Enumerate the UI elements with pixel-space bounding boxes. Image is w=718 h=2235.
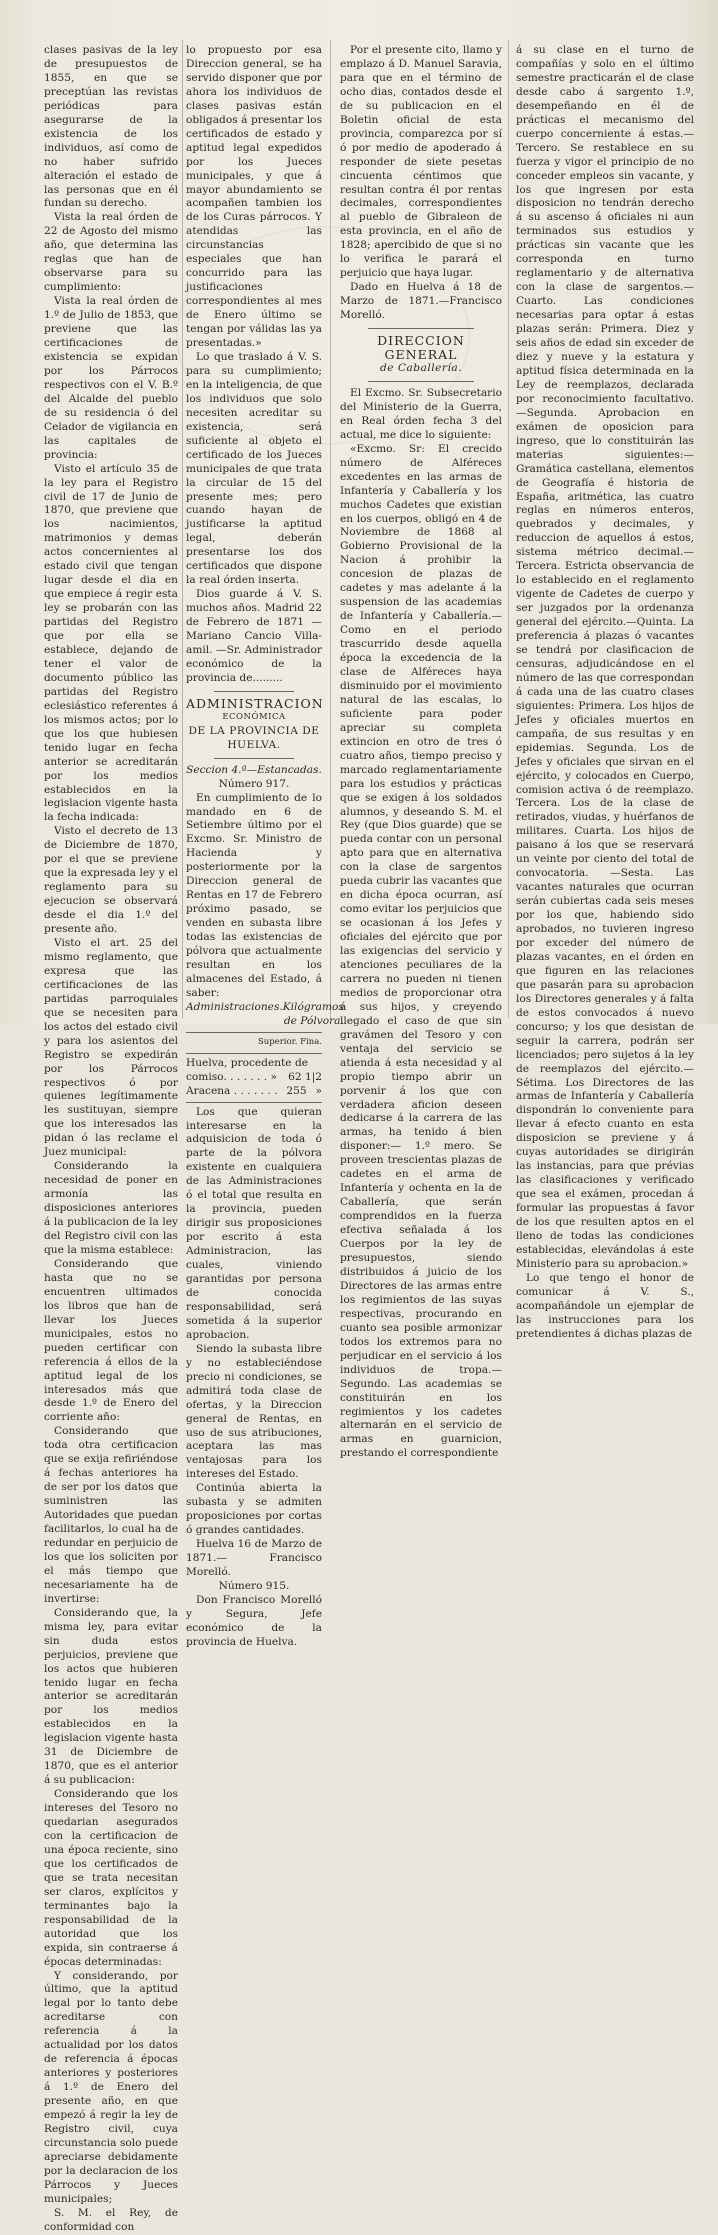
paragraph: Visto el art. 25 del mismo reglamento, que expresa que las certificaciones de las partidas parroquiales que se necesiten para los actos del estado civil y para los asientos del Registro se expedirán por los Párrocos respectivos ó por quienes legítimamente les sustituyan, siempre que los interesados las pidan ó las reclame el Juez municipal: — [44, 937, 178, 1159]
table-divider — [186, 1053, 322, 1054]
section-subheading: de Caballería. — [379, 361, 463, 374]
section-heading: ADMINISTRACION — [186, 695, 324, 711]
column-4 — [516, 44, 694, 1340]
paragraph: á su clase en el turno de compañías y solo en el último semestre practicarán el de clase desde cabo á sargento 1.º, desempeñando en él de prácticas el mecanismo del cuerpo concerniente á estas.—Tercero. Se restablece en su fuerza y vigor el principio de no conceder empleos sin vacante, y los que ingresen por esta disposicion no tendrán derecho á su ascenso á oficiales ni aun terminados sus estudios y prácticas sin vacante que les corresponda en turno reglamentario y de alternativa con la clase de sargentos.—Cuarto. Las condiciones necesarias para optar á estas plazas serán: Primera. Diez y seis años de edad sin exceder de diez y nueve y la estatura y aptitud física determinada en la Ley de reemplazos, declarada por reconocimiento facultativo.—Segunda. Aprobacion en exámen de oposicion para ingreso, que lo constituirán las materias siguientes:— Gramática castellana, elementos de Geografía é historia de España, aritmética, las cuatro reglas en números enteros, quebrados y decimales, y reduccion de aquellos á estos, sistema métrico decimal.—Tercera. Estricta observancia de lo establecido en el reglamento vigente de Cadetes de cuerpo y ser juzgados por la ordenanza general del ejército.—Quinta. La preferencia á plazas ó vacantes se tendrá por clasificacion de censuras, adjudicándose en el número de las que correspondan á cada una de las cuatro clases siguientes: Primera. Los hijos de Jefes y oficiales muertos en campaña, de sus resultas y en epidemias. Segunda. Los de Jefes y oficiales que sirvan en el ejército, y colocados en Cuerpo, comision activa ó de reemplazo. Tercera. Los de la clase de retirados, viudas, y huérfanos de militares. Cuarta. Los hijos de paisano á los que se reservará un veinte por ciento del total de convocatoria. —Sesta. Las vacantes naturales que ocurran serán cubiertas cada seis meses por los que, habiendo sido aprobados, no tuvieren ingreso por exceder del número de plazas vacantes, en el órden en que figuren en las relaciones que pasarán para su aprobacion los Directores generales y á falta de estos convocados á nuevo concurso; y los que desistan de seguir la carrera, podrán ser licenciados; pero sujetos á la ley de reemplazos del ejército.—Sétima. Los Directores de las armas de Infantería y Caballería dispondrán lo conveniente para llevar á efecto cuanto en esta disposicion se previene y á cuyas autoridades se dirigirán las instancias, para que prévias las clasificaciones y verificado que sea el exámen, procedan á formular las propuestas á favor de los que resulten aptos en el lleno de todas las condiciones establecidas, elevándolas á este Ministerio para su aprobacion.» — [516, 44, 694, 1270]
paragraph: Lo que traslado á V. S. para su cumplimiento; en la inteligencia, de que los individuos que solo necesiten acreditar su existencia, será suficiente al objeto el certificado de los Jueces municipales de que trata la circular de 15 del presente mes; pero cuando hayan de justificarse la aptitud legal, deberán presentarse los dos certificados que dispone la real órden inserta. — [186, 350, 322, 587]
paragraph: Los que quieran interesarse en la adquisicion de toda ó parte de la pólvora existente en cualquiera de las Administraciones ó el total que resulta en la provincia, pueden dirigir sus proposiciones por escrito á esta Administracion, las cuales, viniendo garantidas por persona de conocida responsabilidad, será sometida á la superior aprobacion. — [186, 1105, 322, 1341]
table-divider — [186, 1032, 322, 1033]
paragraph: Vista la real órden de 22 de Agosto del mismo año, que determina las reglas que han de observarse para su cumplimiento: — [44, 211, 178, 294]
table-header-left: Administraciones. — [186, 1000, 283, 1013]
paragraph: Y considerando, por último, que la aptitud legal por lo tanto debe acreditarse con referencia á la actualidad por los datos de referencia á épocas anteriores y posteriores á 1.º de Enero del presente año, en que empezó á regir la ley de Registro civil, cuya circunstancia solo puede apreciarse debidamente por la declaracion de los Párrocos y Jueces municipales; — [44, 1969, 178, 2205]
paragraph: «Excmo. Sr: El crecido número de Alféreces excedentes en las armas de Infantería y Caballería y los muchos Cadetes que existian en los cuerpos, obligó en 4 de Noviembre de 1868 al Gobierno Provisional de la Nacion á prohibir la concesion de plazas de cadetes y mas adelante á la suspension de las academias de Infantería y Caballería.—Como en el periodo trascurrido desde aquella época la excedencia de la clase de Alféreces haya disminuido por el movimiento natural de las escalas, lo suficiente para poder apreciar su completa extincion en otro de tres ó cuatro años, tiempo preciso y marcado reglamentariamente para los estudios y prácticas que se exigen á los soldados alumnos, y deseando S. M. el Rey (que Dios guarde) que se pueda contar con un personal apto para que en alternativa con la clase de sargentos pueda cubrir las vacantes que en dicha época ocurran, así como evitar los perjuicios que se ocasionan á los Jefes y oficiales del ejército que por las exigencias del servicio y atenciones peculiares de la carrera no pueden ni tienen medios de proporcionar otra á sus hijos, y creyendo llegado el caso de que sin gravámen del Tesoro y con ventaja del servicio se atienda á esta necesidad y al propio tiempo abrir un porvenir á los que con verdadera aficion deseen dedicarse á la carrera de las armas, ha tenido á bien disponer:— 1.º mero. Se proveen trescientas plazas de cadetes en el arma de Infantería y ochenta en la de Caballería, que serán comprendidos en la fuerza efectiva señalada á los Cuerpos por la ley de presupuestos, siendo distribuidos á juicio de los Directores de las armas entre los regimientos de las suyas respectivas, procurando en cuanto sea posible armonizar todos los extremos para no perjudicar en el servicio á los individuos de tropa.—Segundo. Las academias se constituirán en los regimientos y los cadetes alternarán en el servicio de armas en guarnicion, prestando el correspondiente — [340, 442, 502, 1460]
paragraph: clases pasivas de la ley de presupuestos de 1855, en que se preceptúan las revistas periódicas para asegurarse de la existencia de los individuos, así como de no haber sufrido alteración el estado de las personas que en él fundan su derecho. — [44, 44, 178, 210]
column-3 — [340, 44, 502, 1460]
column-rule — [182, 40, 183, 1018]
section-subheading: DE LA PROVINCIA DE HUELVA. — [188, 724, 320, 751]
section-divider — [214, 758, 294, 759]
paragraph: Continúa abierta la subasta y se admiten proposiciones por cortas ó grandes cantidades. — [186, 1482, 322, 1537]
paragraph: Vista la real órden de 1.º de Julio de 1853, que previene que las certificaciones de existencia se expidan por los Párrocos respectivos con el V. B.º del Alcalde del pueblo de su residencia ó del Celador de vigilancia en las capitales de provincia: — [44, 295, 178, 461]
paragraph: Por el presente cito, llamo y emplazo á D. Manuel Saravia, para que en el término de ocho dias, contados desde el de su publicacion en el Boletin oficial de esta provincia, comparezca por sí ó por medio de apoderado á responder de siete pesetas cincuenta céntimos que resultan contra él por rentas decimales, correspondientes al pueblo de Gibraleon de esta provincia, en el año de 1828; apercibido de que si no lo verifica le parará el perjuicio que haya lugar. — [340, 44, 502, 280]
paragraph: Considerando que, la misma ley, para evitar sin duda estos perjuicios, previene que los actos que hubieren tenido lugar en fecha anterior se acreditarán por los medios establecidos en la legislacion vigente hasta 31 de Diciembre de 1870, que es el anterior á su publicacion: — [44, 1606, 178, 1787]
paragraph: Dado en Huelva á 18 de Marzo de 1871.—Francisco Morelló. — [340, 281, 502, 322]
section-divider — [368, 381, 474, 382]
section-divider — [368, 328, 474, 329]
paragraph: En cumplimiento de lo mandado en 6 de Setiembre último por el Excmo. Sr. Ministro de Hacienda y posteriormente por la Direccion general de Rentas en 17 de Febrero próximo pasado, se venden en subasta libre todas las existencias de pólvora que actualmente resultan en los almacenes del Estado, á saber: — [186, 791, 322, 999]
table-row: comiso. . . . . . . » 62 1|2 — [186, 1070, 322, 1083]
paragraph: Siendo la subasta libre y no estableciéndose precio ni condiciones, se admitirá toda clase de ofertas, y la Direccion general de Rentas, en uso de sus atribuciones, aceptara las mas ventajosas para los intereses del Estado. — [186, 1342, 322, 1481]
table-header — [186, 1000, 344, 1029]
paragraph: lo propuesto por esa Direccion general, se ha servido disponer que por ahora los individuos de clases pasivas están obligados á presentar los certificados de estado y aptitud legal expedidos por los Jueces municipales, y que á mayor abundamiento se acompañen tambien los de los Curas párrocos. Y atendidas las circunstancias especiales que han concurrido para las justificaciones correspondientes al mes de Enero último se tengan por válidas las ya presentadas.» — [186, 44, 322, 350]
paragraph: El Excmo. Sr. Subsecretario del Ministerio de la Guerra, en Real órden fecha 3 del actual, me dice lo siguiente: — [340, 386, 502, 441]
paragraph: Lo que tengo el honor de comunicar á V. S., acompañándole un ejemplar de las instrucciones para los pretendientes á dichas plazas de — [516, 1271, 694, 1340]
column-rule — [330, 40, 331, 1018]
section-divider — [214, 691, 294, 692]
notice-number: Número 915. — [218, 1579, 290, 1592]
paragraph: Considerando la necesidad de poner en armonía las disposiciones anteriores á la publicacion de la ley del Registro civil con las que la misma establece: — [44, 1160, 178, 1256]
paragraph: Visto el artículo 35 de la ley para el Registro civil de 17 de Junio de 1870, que previene que los nacimientos, matrimonios y demas actos concernientes al estado civil que tengan lugar desde el dia en que empiece á regir esta ley se probarán con las partidas del Registro que por ella se establece, dejando de tener el valor de documento público las partidas del Registro eclesiástico referentes á los mismos actos; por lo que los que hubiesen tenido lugar en fecha anterior se acreditarán por los medios establecidos en la legislacion vigente hasta la fecha indicada: — [44, 462, 178, 824]
table-divider — [186, 1102, 322, 1103]
table-subheader: Superior. Fina. — [257, 1036, 322, 1047]
table-row: Aracena . . . . . . . 255 » — [186, 1084, 322, 1097]
section-subheading: ECONÓMICA — [222, 711, 286, 722]
table-header-right: Kilógramos de Pólvora. — [282, 1000, 344, 1027]
paragraph: Considerando que toda otra certificacion que se exija refiriéndose á fechas anteriores ha de ser por los datos que suministren las Autoridades que puedan facilitarlos, lo cual ha de redundar en perjuicio de los que los soliciten por el más tiempo que necesariamente ha de invertirse: — [44, 1425, 178, 1605]
column-rule — [508, 40, 509, 1018]
paragraph: Considerando que los intereses del Tesoro no quedarian asegurados con la certificacion de una época reciente, sino que los certificados de que se trata necesitan ser claros, explícitos y terminantes bajo la responsabilidad de la autoridad que los expida, sin contraerse á épocas determinadas: — [44, 1788, 178, 1968]
table-row: Huelva, procedente de — [186, 1056, 308, 1069]
paragraph: Considerando que hasta que no se encuentren ultimados los libros que han de llevar los Jueces municipales, estos no pueden certificar con referencia á ellos de la aptitud legal de los interesados más que desde 1.º de Enero del corriente año: — [44, 1257, 178, 1424]
paragraph: Huelva 16 de Marzo de 1871.— Francisco Morelló. — [186, 1538, 322, 1579]
paragraph: Dios guarde á V. S. muchos años. Madrid 22 de Febrero de 1871 — Mariano Cancio Villa-amil. —Sr. Administrador económico de la provincia de......... — [186, 588, 322, 684]
paragraph: Don Francisco Morelló y Segura, Jefe económico de la provincia de Huelva. — [186, 1593, 322, 1648]
section-heading: DIRECCION GENERAL — [377, 333, 465, 363]
column-1 — [44, 44, 178, 2233]
notice-number: Número 917. — [218, 777, 290, 790]
column-2 — [186, 44, 344, 1648]
paragraph: Visto el decreto de 13 de Diciembre de 1870, por el que se previene que la expresada ley y el reglamento para su ejecucion se observará desde el dia 1.º del presente año. — [44, 825, 178, 936]
section-label: Seccion 4.ª—Estancadas. — [186, 763, 322, 776]
paragraph: S. M. el Rey, de conformidad con — [44, 2206, 178, 2233]
